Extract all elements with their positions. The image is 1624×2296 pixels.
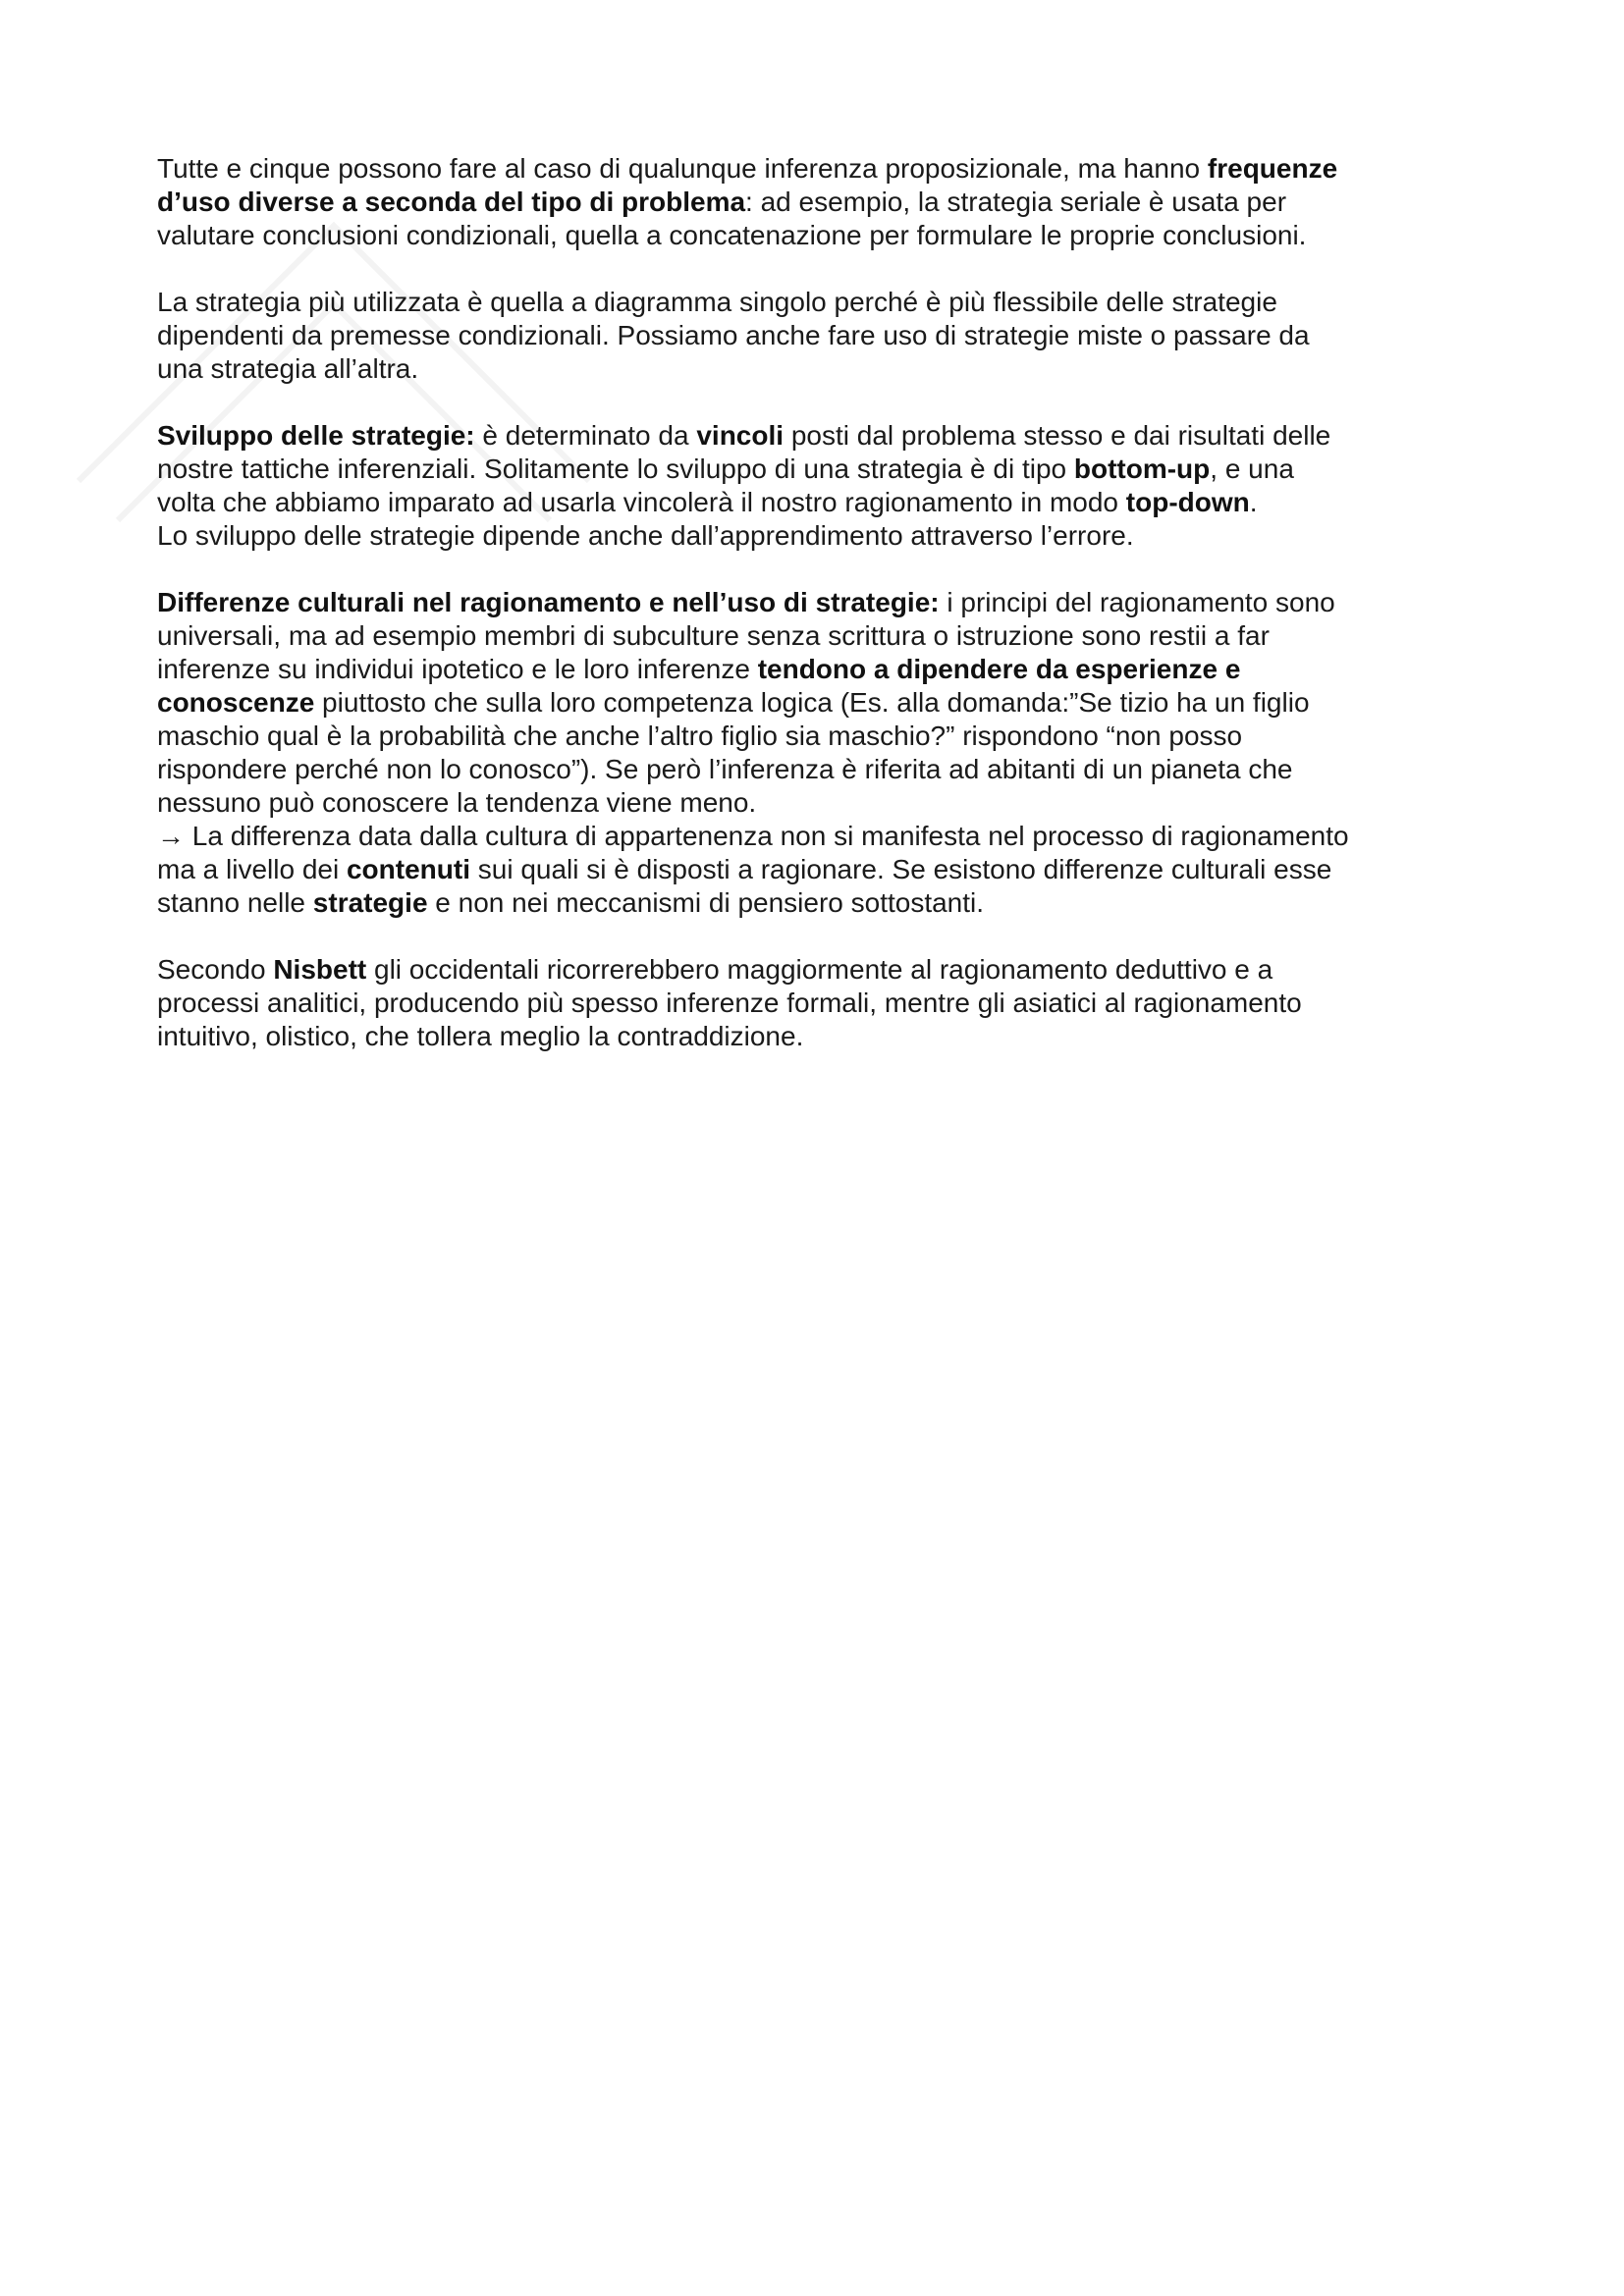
- text-run: i principi del ragionamento sono: [939, 587, 1335, 617]
- bold-term: tendono a dipendere da esperienze e: [757, 654, 1241, 684]
- bold-term: frequenze: [1207, 153, 1338, 184]
- text-run: inferenze su individui ipotetico e le loro inferenze: [157, 654, 758, 684]
- text-line: rispondere perché non lo conosco”). Se però l’inferenza è riferita ad abitanti di un pianeta che: [157, 754, 1293, 784]
- bold-term: vincoli: [696, 420, 785, 451]
- bold-term: contenuti: [346, 854, 470, 884]
- text-line: La strategia più utilizzata è quella a diagramma singolo perché è più flessibile delle strategie: [157, 287, 1277, 317]
- paragraph-strategy-frequency: [157, 152, 1492, 252]
- text-run: posti dal problema stesso e dai risultati delle: [784, 420, 1331, 451]
- text-line: processi analitici, producendo più spesso inferenze formali, mentre gli asiatici al ragionamento: [157, 988, 1302, 1018]
- text-run: ma a livello dei: [157, 854, 347, 884]
- text-run: volta che abbiamo imparato ad usarla vincolerà il nostro ragionamento in modo: [157, 487, 1126, 517]
- document-body: [157, 152, 1492, 1087]
- text-run: nostre tattiche inferenziali. Solitamente lo sviluppo di una strategia è di tipo: [157, 454, 1074, 484]
- text-run: è determinato da: [474, 420, 697, 451]
- paragraph-strategy-development: [157, 419, 1492, 553]
- text-line: [157, 853, 1492, 886]
- paragraph-single-diagram: [157, 286, 1492, 386]
- text-run: sui quali si è disposti a ragionare. Se esistono differenze culturali esse: [469, 854, 1332, 884]
- paragraph-cultural-differences: [157, 586, 1492, 820]
- text-line: intuitivo, olistico, che tollera meglio la contraddizione.: [157, 1021, 804, 1051]
- text-line: universali, ma ad esempio membri di subculture senza scrittura o istruzione sono restii a far: [157, 620, 1270, 651]
- text-line: [157, 419, 1492, 453]
- text-line: [157, 686, 1492, 720]
- section-heading: Differenze culturali nel ragionamento e nell’uso di strategie:: [157, 587, 940, 617]
- text-line: dipendenti da premesse condizionali. Possiamo anche fare uso di strategie miste o passare da: [157, 320, 1310, 350]
- bold-term: top-down: [1125, 487, 1250, 517]
- text-line: → La differenza data dalla cultura di appartenenza non si manifesta nel processo di ragionamento: [157, 821, 1349, 851]
- text-run: e non nei meccanismi di pensiero sottostanti.: [427, 887, 985, 918]
- bold-term: strategie: [312, 887, 428, 918]
- text-line: [157, 152, 1492, 186]
- bold-term: conoscenze: [157, 687, 315, 718]
- paragraph-nisbett: [157, 953, 1492, 1053]
- text-run: gli occidentali ricorrerebbero maggiormente al ragionamento deduttivo e a: [366, 954, 1273, 985]
- text-run: Secondo: [157, 954, 274, 985]
- text-run: .: [1249, 487, 1258, 517]
- text-line: maschio qual è la probabilità che anche l’altro figlio sia maschio?” rispondono “non posso: [157, 721, 1243, 751]
- paragraph-cultural-content: [157, 820, 1492, 920]
- text-run: , e una: [1210, 454, 1294, 484]
- text-line: nessuno può conoscere la tendenza viene meno.: [157, 787, 757, 818]
- bold-term: Nisbett: [273, 954, 367, 985]
- text-line: [157, 653, 1492, 686]
- bold-term: bottom-up: [1073, 454, 1211, 484]
- text-run: Tutte e cinque possono fare al caso di qualunque inferenza proposizionale, ma hanno: [157, 153, 1208, 184]
- text-line: [157, 586, 1492, 619]
- text-line: una strategia all’altra.: [157, 353, 419, 384]
- text-line: [157, 486, 1492, 519]
- bold-term: d’uso diverse a seconda del tipo di problema: [157, 187, 746, 217]
- text-line: valutare conclusioni condizionali, quella a concatenazione per formulare le proprie conclusioni.: [157, 220, 1307, 250]
- text-line: [157, 186, 1492, 219]
- text-line: Lo sviluppo delle strategie dipende anche dall’apprendimento attraverso l’errore.: [157, 520, 1134, 551]
- text-run: stanno nelle: [157, 887, 313, 918]
- text-line: [157, 453, 1492, 486]
- section-heading: Sviluppo delle strategie:: [157, 420, 475, 451]
- text-line: [157, 953, 1492, 987]
- text-run: piuttosto che sulla loro competenza logica (Es. alla domanda:”Se tizio ha un figlio: [314, 687, 1310, 718]
- text-line: [157, 886, 1492, 920]
- text-run: : ad esempio, la strategia seriale è usata per: [745, 187, 1287, 217]
